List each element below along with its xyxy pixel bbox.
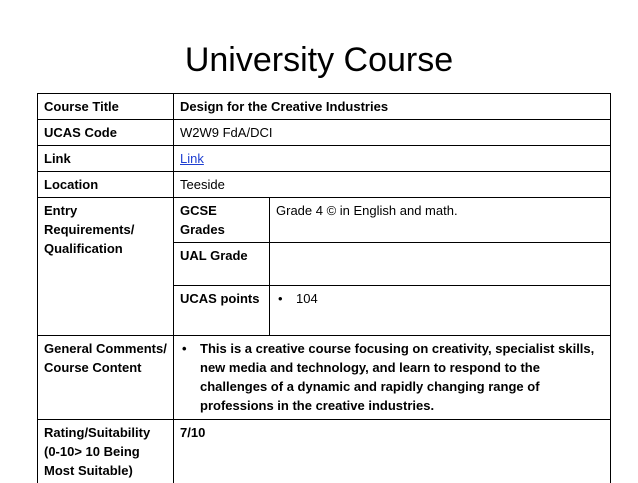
ucas-code-label: UCAS Code [38,120,174,146]
general-comments-list [180,339,604,415]
entry-requirements-label: Entry Requirements/ Qualification [38,198,174,336]
course-title-label: Course Title [38,94,174,120]
table-row-rating [38,420,611,483]
page-title: University Course [0,40,638,80]
course-table [37,93,611,483]
course-link[interactable]: Link [180,151,204,166]
ual-grade-value [270,243,611,286]
table-row-course-title [38,94,611,120]
table-row-gcse [38,198,611,243]
general-comments-cell [174,336,611,420]
table-row-location [38,172,611,198]
table-row-ucas-code [38,120,611,146]
ucas-points-value: • 104 [296,289,604,308]
location-label: Location [38,172,174,198]
general-comments-value: • This is a creative course focusing on creativity, specialist skills, new media and technology, and learn to respond to the challenges of a dynamic and rapidly changing range of professions in the creative industries. [200,339,604,415]
course-title-value: Design for the Creative Industries [174,94,611,120]
gcse-grades-value: Grade 4 © in English and math. [270,198,611,243]
ucas-points-cell [270,286,611,336]
link-cell [174,146,611,172]
ual-grade-label: UAL Grade [174,243,270,286]
rating-value: 7/10 [174,420,611,483]
ucas-code-value: W2W9 FdA/DCI [174,120,611,146]
gcse-grades-label: GCSE Grades [174,198,270,243]
location-value: Teeside [174,172,611,198]
ucas-points-list [276,289,604,308]
table-row-link [38,146,611,172]
rating-label: Rating/Suitability (0-10> 10 Being Most Suitable) [38,420,174,483]
ucas-points-label: UCAS points [174,286,270,336]
general-comments-label: General Comments/ Course Content [38,336,174,420]
table-row-general [38,336,611,420]
link-label: Link [38,146,174,172]
